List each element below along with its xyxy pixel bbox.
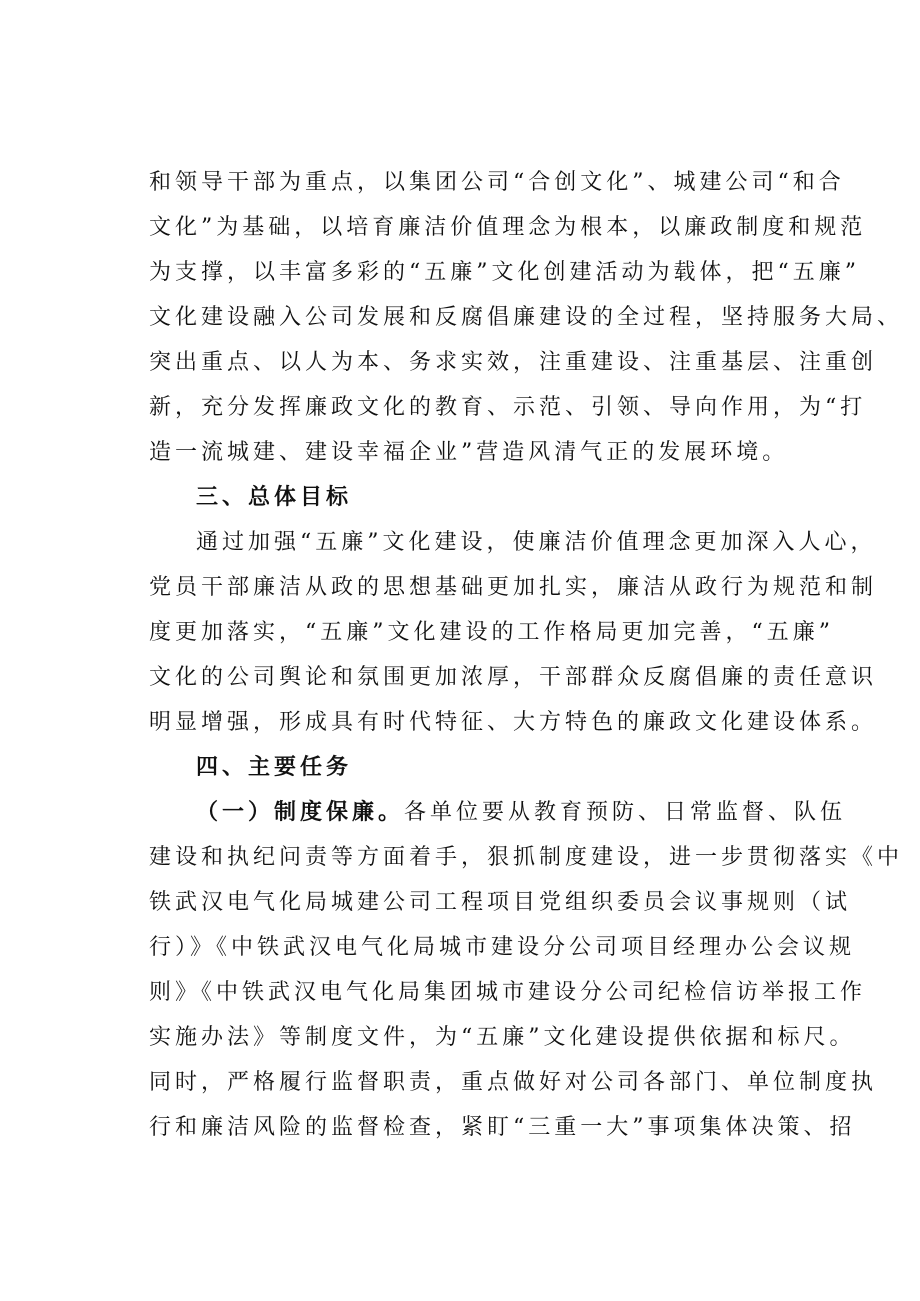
text-line: 明显增强，形成具有时代特征、大方特色的廉政文化建设体系。 (149, 710, 878, 735)
text-line: 行和廉洁风险的监督检查，紧盯“三重一大”事项集体决策、招 (149, 1115, 856, 1140)
subsection-lead: （一）制度保廉。 (196, 800, 405, 825)
text-line: 文化”为基础，以培育廉洁价值理念为根本，以廉政制度和规范 (149, 215, 867, 240)
text-line: 造一流城建、建设幸福企业”营造风清气正的发展环境。 (149, 440, 789, 465)
text-line: 和领导干部为重点，以集团公司“合创文化”、城建公司“和合 (149, 170, 845, 195)
section-heading-main-tasks: 四、主要任务 (196, 755, 353, 780)
text-line: 突出重点、以人为本、务求实效，注重建设、注重基层、注重创 (149, 350, 878, 375)
text-line: 文化建设融入公司发展和反腐倡廉建设的全过程，坚持服务大局、 (149, 305, 904, 330)
paragraph-overall-goals (149, 520, 878, 745)
section-heading-overall-goals: 三、总体目标 (196, 485, 353, 510)
text-line: 实施办法》等制度文件，为“五廉”文化建设提供依据和标尺。 (149, 1025, 856, 1050)
text-line: 铁武汉电气化局城建公司工程项目党组织委员会议事规则（试 (149, 890, 852, 915)
text-line: 为支撑，以丰富多彩的“五廉”文化创建活动为载体，把“五廉” (149, 260, 860, 285)
text-line: 新，充分发挥廉政文化的教育、示范、引领、导向作用，为“打 (149, 395, 867, 420)
text-line: 党员干部廉洁从政的思想基础更加扎实，廉洁从政行为规范和制 (149, 575, 878, 600)
text-line: 度更加落实，“五廉”文化建设的工作格局更加完善，“五廉” (149, 620, 834, 645)
subsection-text: 各单位要从教育预防、日常监督、队伍 (404, 800, 847, 825)
text-line: 建设和执纪问责等方面着手，狠抓制度建设，进一步贯彻落实《中 (149, 845, 904, 870)
paragraph-guiding-ideology (149, 160, 904, 475)
document-page (149, 160, 904, 1150)
paragraph-system-integrity (149, 790, 904, 1150)
text-line-first (149, 790, 847, 835)
text-line: 同时，严格履行监督职责，重点做好对公司各部门、单位制度执 (149, 1070, 878, 1095)
text-line: 通过加强“五廉”文化建设，使廉洁价值理念更加深入人心， (196, 530, 877, 555)
text-line: 行）》《中铁武汉电气化局城市建设分公司项目经理办公会议规 (149, 935, 856, 960)
text-line: 文化的公司舆论和氛围更加浓厚，干部群众反腐倡廉的责任意识 (149, 665, 878, 690)
text-line: 则》《中铁武汉电气化局集团城市建设分公司纪检信访举报工作 (149, 980, 867, 1005)
